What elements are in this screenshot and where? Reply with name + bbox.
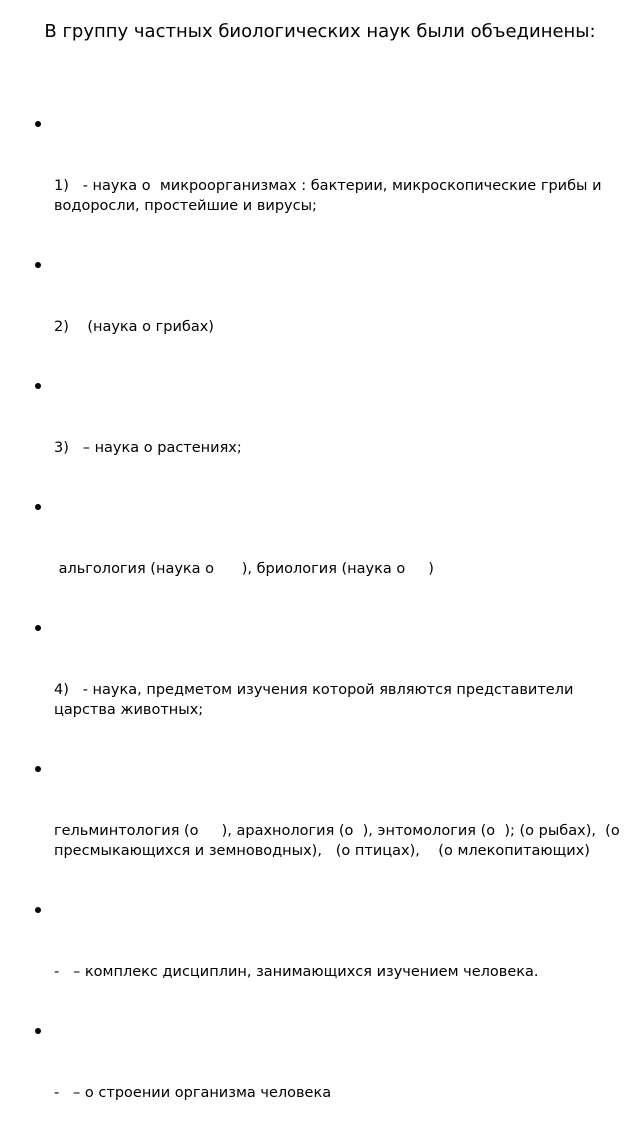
bullet-item-3 — [34, 378, 624, 498]
bullet-item-8 — [34, 1023, 624, 1143]
bullet-text: 4) - наука, предметом изучения которой являются представители царства животных; — [54, 682, 578, 718]
slide-title: В группу частных биологических наук были объединены: — [44, 21, 596, 42]
bullet-item-1 — [34, 116, 624, 256]
bullet-item-6 — [34, 761, 624, 901]
bullet-text: - – о строении организма человека — [54, 1085, 332, 1101]
bullet-dot-icon — [35, 625, 41, 631]
bullet-dot-icon — [35, 262, 41, 268]
bullet-dot-icon — [35, 504, 41, 510]
bullet-dot-icon — [35, 383, 41, 389]
bullet-text: - – комплекс дисциплин, занимающихся изучением человека. — [54, 964, 539, 980]
bullet-dot-icon — [35, 907, 41, 913]
bullet-item-7 — [34, 902, 624, 1022]
bullet-dot-icon — [35, 1028, 41, 1034]
bullet-text: гельминтология (о ), арахнология (о ), энтомология (о ); (о рыбах), (о пресмыкающихся и земноводных), (о птицах), (о млекопитающих) — [54, 823, 625, 859]
bullet-dot-icon — [35, 121, 41, 127]
bullet-text: альгология (наука о ), бриология (наука о ) — [54, 561, 434, 577]
bullet-item-2 — [34, 257, 624, 377]
bullet-item-5 — [34, 620, 624, 760]
bullet-item-4 — [34, 499, 624, 619]
bullet-list — [34, 116, 624, 1144]
bullet-text: 2) (наука о грибах) — [54, 319, 214, 335]
bullet-dot-icon — [35, 766, 41, 772]
bullet-text: 3) – наука о растениях; — [54, 440, 242, 456]
bullet-text: 1) - наука о микроорганизмах : бактерии, микроскопические грибы и водоросли, простейшие и вирусы; — [54, 178, 607, 214]
